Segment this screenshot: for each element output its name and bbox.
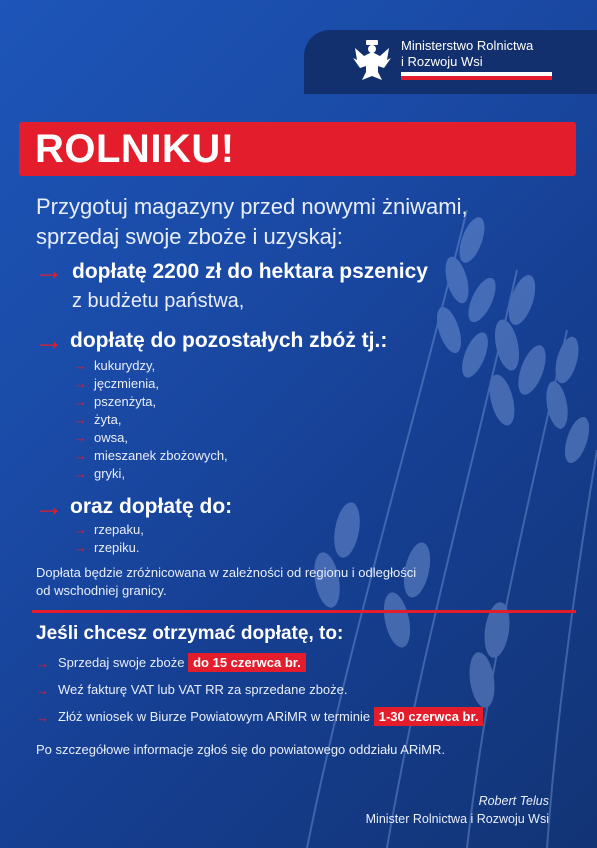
list-item-label: jęczmienia,	[94, 376, 160, 391]
headline-banner	[19, 122, 576, 176]
arrow-icon: →	[74, 522, 87, 537]
steps-list	[36, 654, 483, 735]
list-item	[74, 375, 228, 393]
list-item	[74, 393, 228, 411]
arrow-icon: →	[34, 254, 64, 287]
note-line1: Dopłata będzie zróżnicowana w zależności od regionu i odległości	[36, 565, 417, 580]
divider	[32, 610, 576, 613]
arrow-icon: →	[36, 710, 49, 725]
headline: ROLNIKU!	[35, 127, 235, 171]
arrow-icon: →	[34, 490, 64, 523]
step-text: Złóż wniosek w Biurze Powiatowym ARiMR w terminie	[58, 709, 371, 724]
step-text: Weź fakturę VAT lub VAT RR za sprzedane zboże.	[58, 682, 348, 697]
ministry-name-line2: i Rozwoju Wsi	[401, 54, 483, 69]
list-item-label: żyta,	[94, 412, 122, 427]
info-text: Po szczegółowe informacje zgłoś się do powiatowego oddziału ARiMR.	[36, 742, 445, 757]
list-item	[74, 539, 144, 557]
signer-name: Robert Telus	[478, 794, 549, 808]
list-item-label: rzepaku,	[94, 522, 144, 537]
list-item	[74, 429, 228, 447]
grain-list	[74, 357, 228, 483]
list-item	[74, 411, 228, 429]
offer-wheat-subtitle: z budżetu państwa,	[72, 290, 245, 312]
arrow-icon: →	[74, 376, 87, 391]
arrow-icon: →	[36, 656, 49, 671]
step-apply	[36, 708, 483, 735]
list-item	[74, 447, 228, 465]
arrow-icon: →	[74, 466, 87, 481]
offer-grains-title: dopłatę do pozostałych zbóż tj.:	[70, 329, 388, 352]
list-item	[74, 521, 144, 539]
intro-line1: Przygotuj magazyny przed nowymi żniwami,	[36, 194, 468, 219]
offer-wheat-title: dopłatę 2200 zł do hektara pszenicy	[72, 260, 428, 283]
offer-rapeseed-title: oraz dopłatę do:	[70, 495, 233, 518]
polish-flag-stripe	[401, 72, 552, 80]
regional-note	[36, 564, 416, 600]
ministry-name	[401, 38, 533, 70]
how-to-title: Jeśli chcesz otrzymać dopłatę, to:	[36, 623, 344, 644]
intro-line2: sprzedaj swoje zboże i uzyskaj:	[36, 224, 343, 249]
signer-title: Minister Rolnictwa i Rozwoju Wsi	[365, 812, 549, 826]
list-item-label: pszenżyta,	[94, 394, 157, 409]
arrow-icon: →	[74, 448, 87, 463]
step-invoice	[36, 681, 483, 708]
signature	[366, 792, 549, 828]
ministry-name-line1: Ministerstwo Rolnictwa	[401, 38, 534, 53]
arrow-icon: →	[74, 430, 87, 445]
rapeseed-list	[74, 521, 144, 557]
step-text: Sprzedaj swoje zboże	[58, 655, 185, 670]
white-eagle-icon	[352, 38, 392, 82]
list-item	[74, 465, 228, 483]
arrow-icon: →	[74, 412, 87, 427]
note-line2: od wschodniej granicy.	[36, 583, 167, 598]
arrow-icon: →	[74, 394, 87, 409]
arrow-icon: →	[36, 683, 49, 698]
arrow-icon: →	[74, 540, 87, 555]
arrow-icon: →	[74, 358, 87, 373]
list-item	[74, 357, 228, 375]
step-sell	[36, 654, 483, 681]
list-item-label: rzepiku.	[94, 540, 140, 555]
list-item-label: mieszanek zbożowych,	[94, 448, 228, 463]
intro-text	[36, 192, 468, 252]
list-item-label: kukurydzy,	[94, 358, 156, 373]
list-item-label: gryki,	[94, 466, 126, 481]
list-item-label: owsa,	[94, 430, 128, 445]
deadline-badge: 1-30 czerwca br.	[374, 707, 484, 726]
deadline-badge: do 15 czerwca br.	[188, 653, 306, 672]
arrow-icon: →	[34, 324, 64, 357]
